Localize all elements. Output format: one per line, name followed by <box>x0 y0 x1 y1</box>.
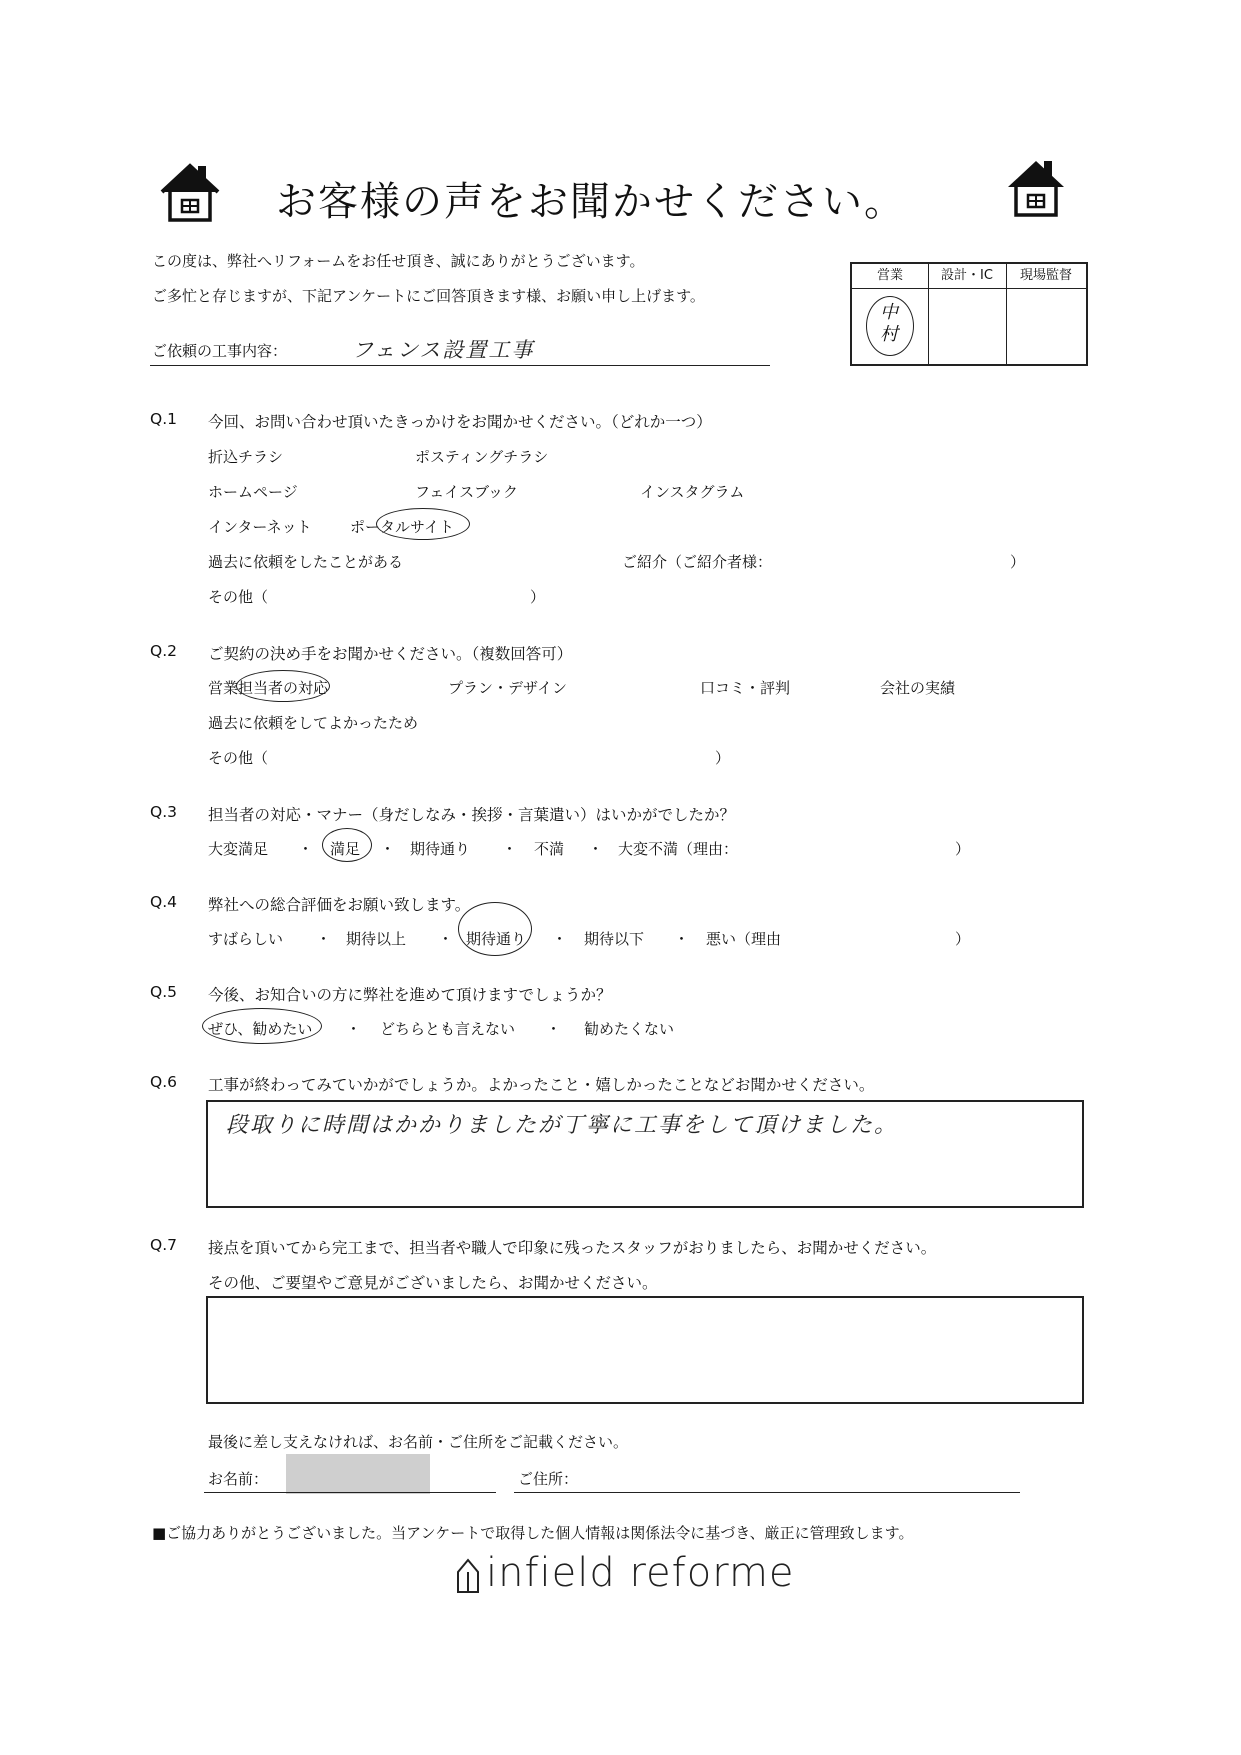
q1-opt-internet: インターネット <box>208 518 312 536</box>
q7-answer-box <box>206 1296 1084 1404</box>
address-label: ご住所： <box>518 1470 579 1488</box>
brand-logo: infield reforme <box>486 1550 795 1596</box>
intro-line-1: この度は、弊社へリフォームをお任せ頂き、誠にありがとうございます。 <box>152 252 645 270</box>
q1-number: Q.1 <box>150 410 177 428</box>
q6-text: 工事が終わってみていかがでしょうか。よかったこと・嬉しかったことなどお聞かせください。 <box>208 1076 875 1094</box>
house-icon <box>1004 155 1068 219</box>
name-redacted <box>286 1454 430 1494</box>
q3-number: Q.3 <box>150 803 177 821</box>
sales-stamp-text: 中村 <box>880 302 898 345</box>
q1-opt-referral-close: ） <box>1010 553 1026 571</box>
q1-opt-homepage: ホームページ <box>208 483 298 501</box>
q5-opt-neutral: どちらとも言えない <box>380 1020 516 1038</box>
q2-opt-record: 会社の実績 <box>880 679 956 697</box>
q1-opt-posting: ポスティングチラシ <box>415 448 549 466</box>
q7-number: Q.7 <box>150 1236 177 1254</box>
q4-selection-circle <box>458 902 532 956</box>
q4-opt-above: 期待以上 <box>346 930 407 948</box>
intro-line-2: ご多忙と存じますが、下記アンケートにご回答頂きます様、お願い申し上げます。 <box>152 287 705 305</box>
q3-opt-very-dissatisfied: 大変不満（理由： <box>618 840 739 858</box>
q4-dot-4: ・ <box>674 930 690 948</box>
q1-opt-facebook: フェイスブック <box>415 483 519 501</box>
house-icon <box>158 160 222 224</box>
q3-dot-3: ・ <box>502 840 518 858</box>
q4-dot-1: ・ <box>316 930 332 948</box>
q6-answer: 段取りに時間はかかりましたが丁寧に工事をして頂けました。 <box>226 1113 899 1138</box>
q4-text: 弊社への総合評価をお願い致します。 <box>208 896 471 914</box>
q4-opt-close: ） <box>955 930 971 948</box>
stamp-col-design: 設計・IC <box>941 268 993 283</box>
q1-opt-orikomi: 折込チラシ <box>208 448 284 466</box>
q3-dot-1: ・ <box>298 840 314 858</box>
q5-opt-no: 勧めたくない <box>584 1020 675 1038</box>
q7-text-1: 接点を頂いてから完工まで、担当者や職人で印象に残ったスタッフがおりましたら、お聞かせください。 <box>208 1239 937 1257</box>
q5-text: 今後、お知合いの方に弊社を進めて頂けますでしょうか？ <box>208 986 612 1004</box>
q4-opt-great: すばらしい <box>208 930 284 948</box>
q1-opt-past: 過去に依頼をしたことがある <box>208 553 404 571</box>
q3-text: 担当者の対応・マナー（身だしなみ・挨拶・言葉遣い）はいかがでしたか？ <box>208 806 736 824</box>
q3-opt-dissatisfied: 不満 <box>534 840 565 858</box>
q3-opt-satisfied: 満足 <box>330 840 361 858</box>
privacy-notice: ■ご協力ありがとうございました。当アンケートで取得した個人情報は関係法令に基づき、厳正に管理致します。 <box>152 1524 914 1542</box>
q3-dot-4: ・ <box>588 840 604 858</box>
q1-opt-portal: ポータルサイト <box>350 518 454 536</box>
q7-text-2: その他、ご要望やご意見がございましたら、お聞かせください。 <box>208 1274 658 1292</box>
q6-number: Q.6 <box>150 1073 177 1091</box>
stamp-col-sales: 営業 <box>876 268 903 283</box>
q4-number: Q.4 <box>150 893 177 911</box>
q3-selection-circle <box>322 828 372 862</box>
stamp-table <box>850 262 1088 366</box>
footer-ask-name: 最後に差し支えなければ、お名前・ご住所をご記載ください。 <box>208 1433 629 1451</box>
q1-opt-instagram: インスタグラム <box>640 483 745 501</box>
name-label: お名前： <box>208 1470 269 1488</box>
page-title: お客様の声をお聞かせください。 <box>276 179 906 225</box>
q2-opt-other-close: ） <box>715 749 731 767</box>
q3-dot-2: ・ <box>380 840 396 858</box>
stamp-col-supervisor: 現場監督 <box>1019 268 1072 283</box>
q2-opt-plan: プラン・デザイン <box>448 679 567 697</box>
q2-selection-circle <box>236 670 330 702</box>
q1-selection-circle <box>376 508 470 540</box>
q4-opt-expected: 期待通り <box>466 930 527 948</box>
q4-opt-below: 期待以下 <box>584 930 645 948</box>
q2-text: ご契約の決め手をお聞かせください。（複数回答可） <box>208 645 573 663</box>
work-value: フェンス設置工事 <box>352 338 535 362</box>
q3-opt-very-satisfied: 大変満足 <box>208 840 269 858</box>
q2-opt-other: その他（ <box>208 749 269 767</box>
q2-opt-staff: 営業担当者の対応 <box>208 679 329 697</box>
logo-house-icon <box>455 1556 481 1596</box>
q1-opt-other: その他（ <box>208 588 269 606</box>
q1-opt-other-close: ） <box>530 588 546 606</box>
work-label: ご依頼の工事内容： <box>152 342 288 360</box>
q4-dot-3: ・ <box>552 930 568 948</box>
q5-selection-circle <box>202 1008 322 1044</box>
q5-number: Q.5 <box>150 983 177 1001</box>
q2-opt-review: 口コミ・評判 <box>700 679 791 697</box>
q4-dot-2: ・ <box>438 930 454 948</box>
q5-dot-2: ・ <box>546 1020 562 1038</box>
q5-dot-1: ・ <box>346 1020 362 1038</box>
q1-opt-referral: ご紹介（ご紹介者様： <box>622 553 773 571</box>
q2-opt-past: 過去に依頼をしてよかったため <box>208 714 419 732</box>
q2-number: Q.2 <box>150 642 177 660</box>
q1-text: 今回、お問い合わせ頂いたきっかけをお聞かせください。（どれか一つ） <box>208 413 712 431</box>
q4-opt-bad: 悪い（理由 <box>706 930 782 948</box>
q3-opt-expected: 期待通り <box>410 840 471 858</box>
q3-opt-close: ） <box>955 840 971 858</box>
q5-opt-yes: ぜひ、勧めたい <box>208 1020 313 1038</box>
